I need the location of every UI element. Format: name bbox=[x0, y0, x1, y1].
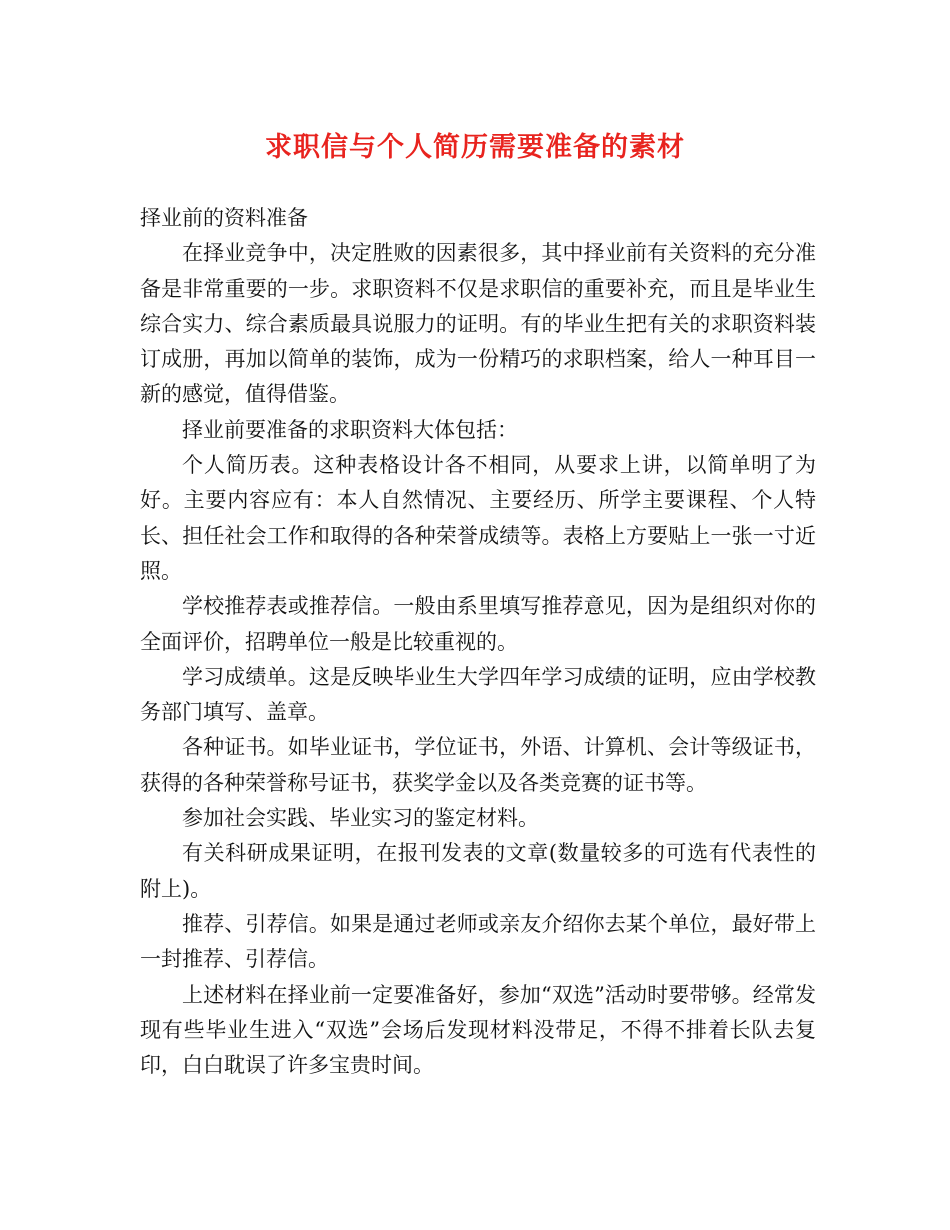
paragraph: 上述材料在择业前一定要准备好，参加“双选”活动时要带够。经常发现有些毕业生进入“双选”会场后发现材料没带足，不得不排着长队去复印，白白耽误了许多宝贵时间。 bbox=[140, 982, 816, 1078]
document-body bbox=[140, 201, 816, 1083]
paragraph: 择业前要准备的求职资料大体包括： bbox=[182, 417, 518, 442]
paragraph: 个人简历表。这种表格设计各不相同，从要求上讲，以简单明了为好。主要内容应有：本人自然情况、主要经历、所学主要课程、个人特长、担任社会工作和取得的各种荣誉成绩等。表格上方要贴上一张一寸近照。 bbox=[140, 453, 816, 583]
paragraph: 参加社会实践、毕业实习的鉴定材料。 bbox=[182, 806, 539, 831]
paragraph: 在择业竞争中，决定胜败的因素很多，其中择业前有关资料的充分准备是非常重要的一步。求职资料不仅是求职信的重要补充，而且是毕业生综合实力、综合素质最具说服力的证明。有的毕业生把有关的求职资料装订成册，再加以简单的装饰，成为一份精巧的求职档案，给人一种耳目一新的感觉，值得借鉴。 bbox=[140, 241, 816, 407]
paragraph: 推荐、引荐信。如果是通过老师或亲友介绍你去某个单位，最好带上一封推荐、引荐信。 bbox=[140, 911, 816, 972]
section-heading: 择业前的资料准备 bbox=[140, 206, 308, 230]
paragraph: 学校推荐表或推荐信。一般由系里填写推荐意见，因为是组织对你的全面评价，招聘单位一般是比较重视的。 bbox=[140, 594, 816, 654]
paragraph: 学习成绩单。这是反映毕业生大学四年学习成绩的证明，应由学校教务部门填写、盖章。 bbox=[140, 664, 816, 725]
document-title: 求职信与个人简历需要准备的素材 bbox=[265, 132, 685, 163]
paragraph: 有关科研成果证明，在报刊发表的文章(数量较多的可选有代表性的附上)。 bbox=[140, 841, 816, 901]
paragraph: 各种证书。如毕业证书，学位证书，外语、计算机、会计等级证书，获得的各种荣誉称号证书，获奖学金以及各类竞赛的证书等。 bbox=[140, 735, 816, 795]
